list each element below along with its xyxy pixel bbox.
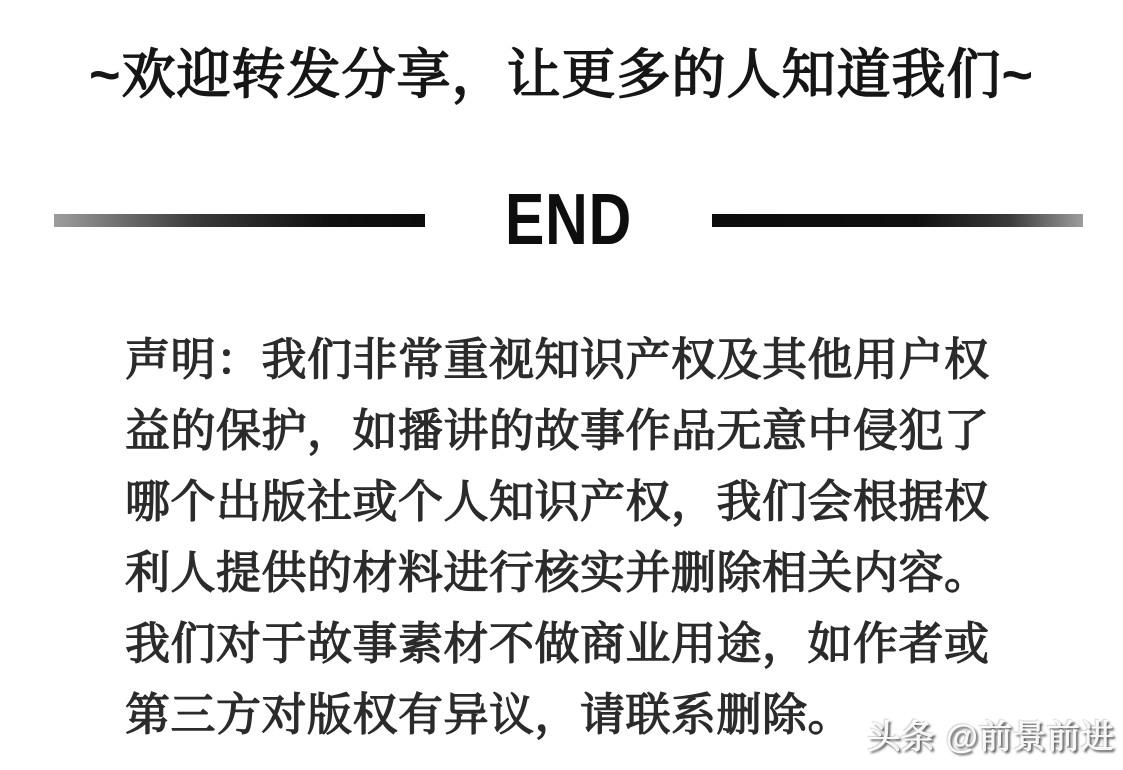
disclaimer-line: 我们对于故事素材不做商业用途，如作者或: [125, 618, 990, 669]
toutiao-watermark: 头条 @前景前进: [867, 718, 1115, 755]
disclaimer-line: 声明：我们非常重视知识产权及其他用户权: [125, 334, 990, 385]
disclaimer-line: 益的保护，如播讲的故事作品无意中侵犯了: [125, 405, 990, 456]
divider-line-right: [712, 214, 1083, 227]
disclaimer-line: 哪个出版社或个人知识产权，我们会根据权: [125, 476, 990, 527]
disclaimer-line: 第三方对版权有异议，请联系删除。: [125, 689, 854, 740]
share-slogan: ~欢迎转发分享，让更多的人知道我们~: [88, 45, 1035, 105]
divider-line-left: [54, 214, 425, 227]
copyright-disclaimer: [0, 324, 1123, 750]
end-divider: [54, 180, 1083, 260]
end-label: END: [504, 180, 633, 260]
disclaimer-line: 利人提供的材料进行核实并删除相关内容。: [125, 547, 990, 598]
